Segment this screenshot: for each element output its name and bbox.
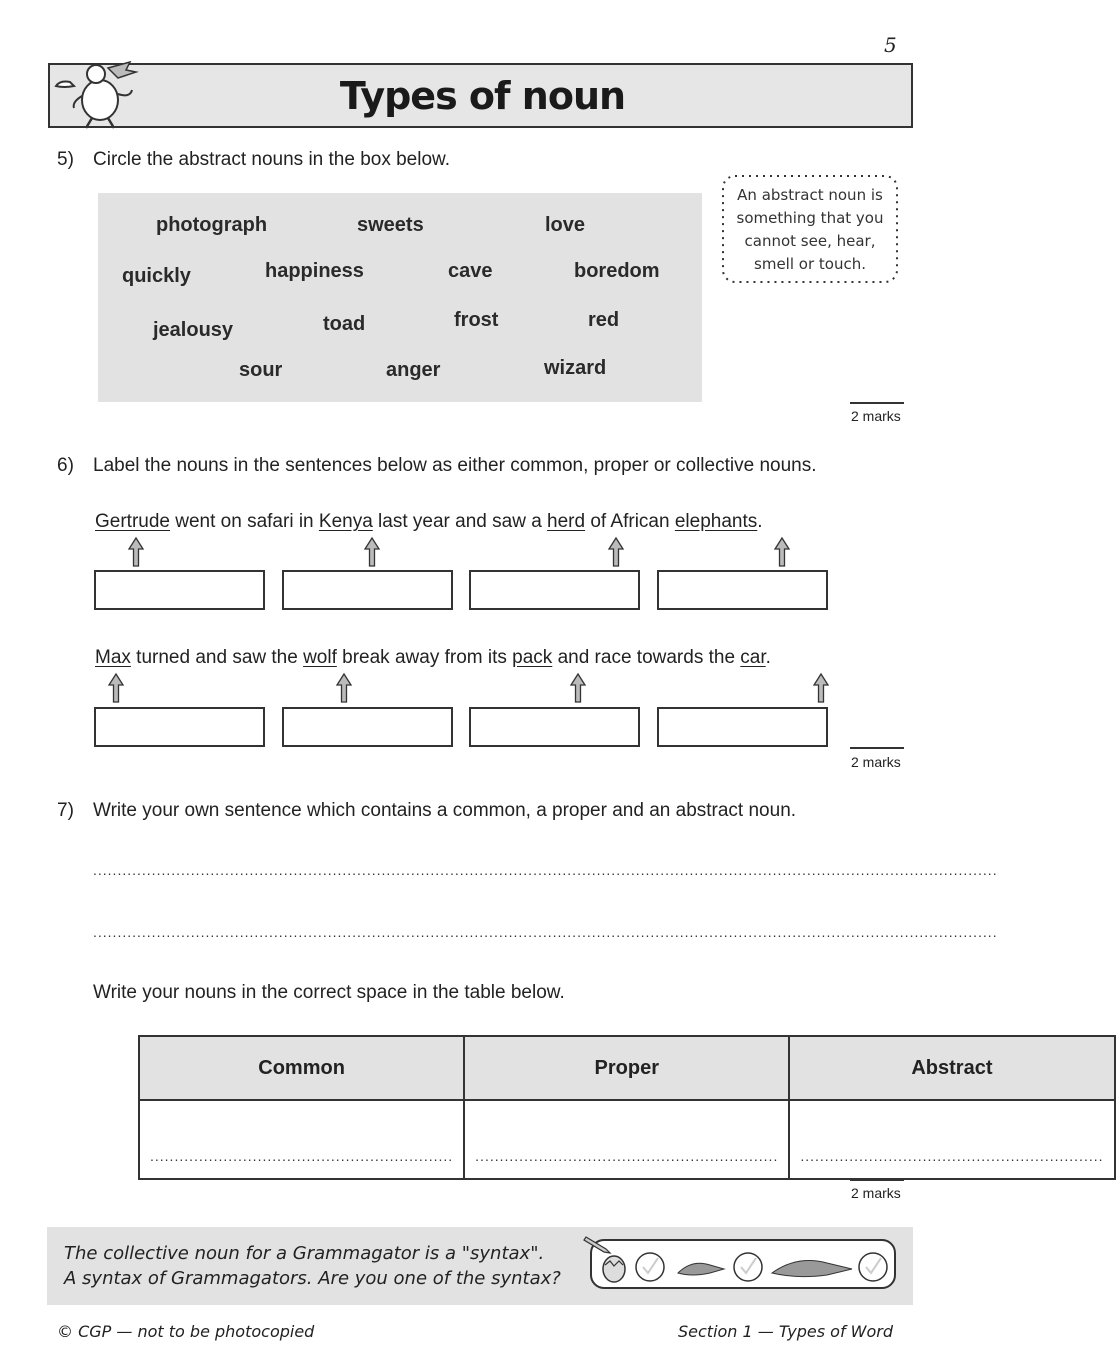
answer-box-max[interactable] [94,707,265,747]
question-5-text: Circle the abstract nouns in the box below. [93,149,450,170]
mascot-illustration [52,56,142,130]
question-7-instruction: Write your nouns in the correct space in the table below. [93,982,565,1003]
answer-box-herd[interactable] [469,570,640,610]
arrow-up-icon [128,537,144,567]
section-label: Section 1 — Types of Word [678,1322,894,1341]
word-item[interactable]: photograph [156,214,268,236]
table-header-abstract: Abstract [789,1036,1114,1100]
sentence-text: went on safari in [169,511,319,532]
marks-line [850,1179,904,1181]
tip-line: An abstract noun is [737,186,883,204]
arrow-up-icon [774,537,790,567]
footer-note [64,1241,561,1291]
noun-pack: pack [512,647,553,668]
word-item[interactable]: quickly [122,265,191,287]
noun-max: Max [95,647,131,668]
word-item[interactable]: toad [323,313,366,335]
page-title: Types of noun [339,74,626,118]
table-cell-proper[interactable] [464,1100,789,1179]
answer-box-elephants[interactable] [657,570,828,610]
writing-line-2[interactable]: ......................................................................................................................................................................................... [93,924,998,940]
sentence-text: and race towards the [552,647,741,668]
word-item[interactable]: cave [448,260,493,282]
answer-box-kenya[interactable] [282,570,453,610]
title-bar [48,63,913,128]
footer-note-line: The collective noun for a Grammagator is a "syntax". [64,1243,545,1264]
sentence-1 [95,511,763,533]
word-item[interactable]: boredom [574,260,660,282]
word-box [98,193,702,402]
arrow-up-icon [608,537,624,567]
question-7-number: 7) [57,800,74,821]
answer-box-gertrude[interactable] [94,570,265,610]
table-header-proper: Proper [464,1036,789,1100]
noun-car: car [740,647,766,668]
sentence-text: last year and saw a [372,511,548,532]
page-number: 5 [884,33,897,57]
question-5-marks: 2 marks [851,408,901,424]
writing-line[interactable]: .............................................................. [150,1148,454,1164]
check-circle-icon [859,1253,887,1281]
question-6-marks: 2 marks [851,754,901,770]
noun-gertrude: Gertrude [95,511,170,532]
noun-kenya: Kenya [318,511,373,532]
word-item[interactable]: jealousy [153,319,234,341]
question-7-text: Write your own sentence which contains a common, a proper and an abstract noun. [93,800,797,821]
footer-note-box [47,1227,913,1305]
question-6-number: 6) [57,455,74,476]
noun-elephants: elephants [674,511,758,532]
marks-line [850,747,904,749]
sentence-2 [95,647,771,669]
arrow-up-icon [813,673,829,703]
writing-line-1[interactable]: ......................................................................................................................................................................................... [93,862,998,878]
arrow-up-icon [364,537,380,567]
word-item[interactable]: wizard [544,357,607,379]
word-item[interactable]: sour [239,359,283,381]
sentence-text: . [765,647,771,668]
sentence-text: break away from its [336,647,513,668]
question-5-number: 5) [57,149,74,170]
pencil-icon [584,1233,612,1255]
sentence-text: turned and saw the [130,647,304,668]
noun-herd: herd [547,511,586,532]
table-header-common: Common [139,1036,464,1100]
question-6-text: Label the nouns in the sentences below as either common, proper or collective nouns. [93,455,817,476]
tip-line: smell or touch. [754,255,866,273]
word-item[interactable]: happiness [265,260,364,282]
writing-line[interactable]: .............................................................. [800,1148,1104,1164]
copyright-notice: © CGP — not to be photocopied [57,1322,315,1341]
noun-table [138,1035,1116,1180]
table-header-row [139,1036,1115,1100]
tip-text [719,184,901,276]
writing-line[interactable]: .............................................................. [475,1148,779,1164]
progress-icons [592,1241,898,1291]
arrow-up-icon [108,673,124,703]
footer-note-line: A syntax of Grammagators. Are you one of the syntax? [64,1268,561,1289]
marks-line [850,402,904,404]
table-cell-abstract[interactable] [789,1100,1114,1179]
table-row [139,1100,1115,1179]
answer-box-pack[interactable] [469,707,640,747]
check-circle-icon [734,1253,762,1281]
tip-line: something that you [736,209,884,227]
sentence-text: of African [585,511,675,532]
sentence-text: . [757,511,763,532]
word-item[interactable]: red [588,309,620,331]
egg-icon [603,1256,625,1282]
table-cell-common[interactable] [139,1100,464,1179]
baby-gator-icon [678,1263,724,1275]
arrow-up-icon [336,673,352,703]
word-item[interactable]: frost [454,309,499,331]
abstract-noun-tip [719,172,901,286]
word-item[interactable]: love [545,214,586,236]
noun-wolf: wolf [303,647,337,668]
answer-box-car[interactable] [657,707,828,747]
progress-tracker [590,1239,896,1289]
question-7-marks: 2 marks [851,1185,901,1201]
tip-line: cannot see, hear, [744,232,876,250]
word-item[interactable]: anger [386,359,441,381]
check-circle-icon [636,1253,664,1281]
arrow-up-icon [570,673,586,703]
answer-box-wolf[interactable] [282,707,453,747]
adult-gator-icon [772,1261,852,1277]
word-item[interactable]: sweets [357,214,424,236]
